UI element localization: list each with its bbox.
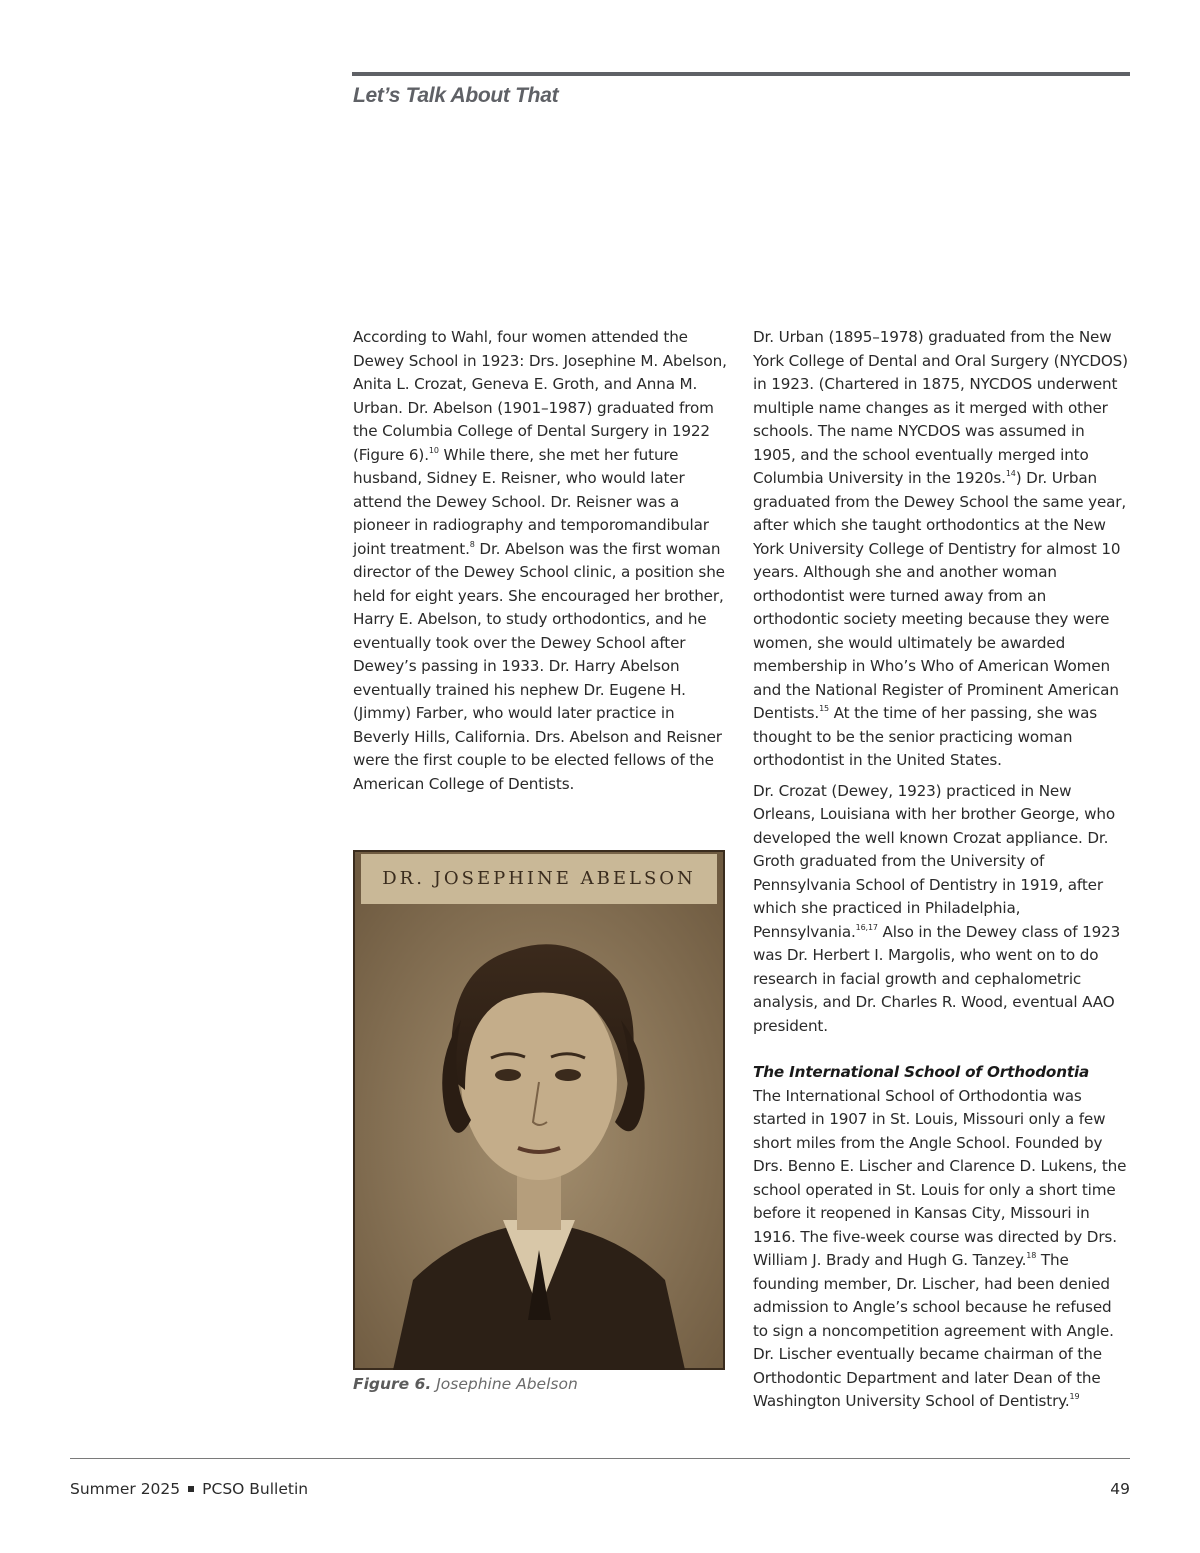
paragraph-text: Also in the Dewey class of 1923 was Dr. Herbert I. Margolis, who went on to do research in facial growth and cephalometric analysis, and Dr. Charles R. Wood, eventual AAO president. bbox=[753, 922, 1121, 1035]
portrait-photo bbox=[353, 850, 725, 1370]
footer-rule bbox=[70, 1458, 1130, 1459]
footer-publication bbox=[70, 1480, 308, 1498]
reference-number: 16,17 bbox=[855, 922, 878, 932]
reference-number: 18 bbox=[1026, 1251, 1037, 1260]
right-column bbox=[753, 326, 1131, 1414]
reference-number: 10 bbox=[428, 445, 439, 455]
reference-number: 19 bbox=[1069, 1392, 1080, 1401]
paragraph-text: While there, she met her future husband, Sidney E. Reisner, who would later attend the Dewey School. Dr. Reisner was a pioneer in radiography and temporomandibular joint treatment. bbox=[353, 445, 709, 558]
bullet-icon bbox=[188, 1486, 194, 1492]
body-paragraph bbox=[353, 326, 729, 796]
reference-number: 14 bbox=[1005, 469, 1016, 478]
body-paragraph bbox=[753, 780, 1131, 1039]
figure-number: Figure 6. bbox=[353, 1375, 432, 1393]
paragraph-text: ) Dr. Urban graduated from the Dewey School the same year, after which she taught orthodontics at the New York University College of Dentistry for almost 10 years. Although she and another woman orthodontist were turned away from an orthodontic society meeting because they were women, she would ultimately be awarded membership in Who’s Who of American Women and the National Register of Prominent American Dentists. bbox=[753, 469, 1127, 722]
section-title: Let’s Talk About That bbox=[353, 84, 559, 107]
paragraph-text: Dr. Abelson was the first woman director of the Dewey School clinic, a position she held for eight years. She encouraged her brother, Harry E. Abelson, to study orthodontics, and he eventually took over the Dewey School after Dewey’s passing in 1933. Dr. Harry Abelson eventually trained his nephew Dr. Eugene H. (Jimmy) Farber, who would later practice in Beverly Hills, California. Drs. Abelson and Reisner were the first couple to be elected fellows of the American College of Dentists. bbox=[353, 539, 725, 793]
photo-label: DR. JOSEPHINE ABELSON bbox=[382, 868, 696, 889]
paragraph-text: According to Wahl, four women attended the Dewey School in 1923: Drs. Josephine M. Abelson, Anita L. Crozat, Geneva E. Groth, and Anna M. Urban. Dr. Abelson (1901–1987) graduated from the Columbia College of Dental Surgery in 1922 (Figure 6). bbox=[353, 328, 727, 464]
paragraph-text: Dr. Crozat (Dewey, 1923) practiced in New Orleans, Louisiana with her brother George, who developed the well known Crozat appliance. Dr. Groth graduated from the University of Pennsylvania School of Dentistry in 1919, after which she practiced in Philadelphia, Pennsylvania. bbox=[753, 781, 1116, 941]
header-rule bbox=[352, 72, 1130, 76]
left-column bbox=[353, 326, 729, 796]
reference-number: 8 bbox=[469, 539, 475, 549]
paragraph-text: At the time of her passing, she was thought to be the senior practicing woman orthodontist in the United States. bbox=[753, 704, 1097, 769]
paragraph-text: Dr. Urban (1895–1978) graduated from the New York College of Dental and Oral Surgery (NYCDOS) in 1923. (Chartered in 1875, NYCDOS underwent multiple name changes as it merged with other schools. The name NYCDOS was assumed in 1905, and the school eventually merged into Columbia University in the 1920s. bbox=[753, 328, 1128, 487]
figure-caption bbox=[353, 1375, 578, 1393]
body-paragraph bbox=[753, 1085, 1131, 1414]
footer-title: PCSO Bulletin bbox=[202, 1480, 309, 1498]
reference-number: 15 bbox=[819, 704, 829, 713]
caption-text: Josephine Abelson bbox=[431, 1375, 578, 1393]
page-number: 49 bbox=[1110, 1480, 1130, 1498]
portrait-image bbox=[353, 850, 725, 1370]
subsection-heading: The International School of Orthodontia bbox=[753, 1063, 1090, 1081]
footer-issue: Summer 2025 bbox=[70, 1480, 181, 1498]
body-paragraph bbox=[753, 326, 1131, 773]
paragraph-text: The founding member, Dr. Lischer, had been denied admission to Angle’s school because he refused to sign a noncompetition agreement with Angle. Dr. Lischer eventually became chairman of the Orthodontic Department and later Dean of the Washington University School of Dentistry. bbox=[753, 1251, 1114, 1410]
paragraph-text: The International School of Orthodontia was started in 1907 in St. Louis, Missouri only a few short miles from the Angle School. Founded by Drs. Benno E. Lischer and Clarence D. Lukens, the school operated in St. Louis for only a short time before it reopened in Kansas City, Missouri in 1916. The five-week course was directed by Drs. William J. Brady and Hugh G. Tanzey. bbox=[753, 1086, 1127, 1269]
